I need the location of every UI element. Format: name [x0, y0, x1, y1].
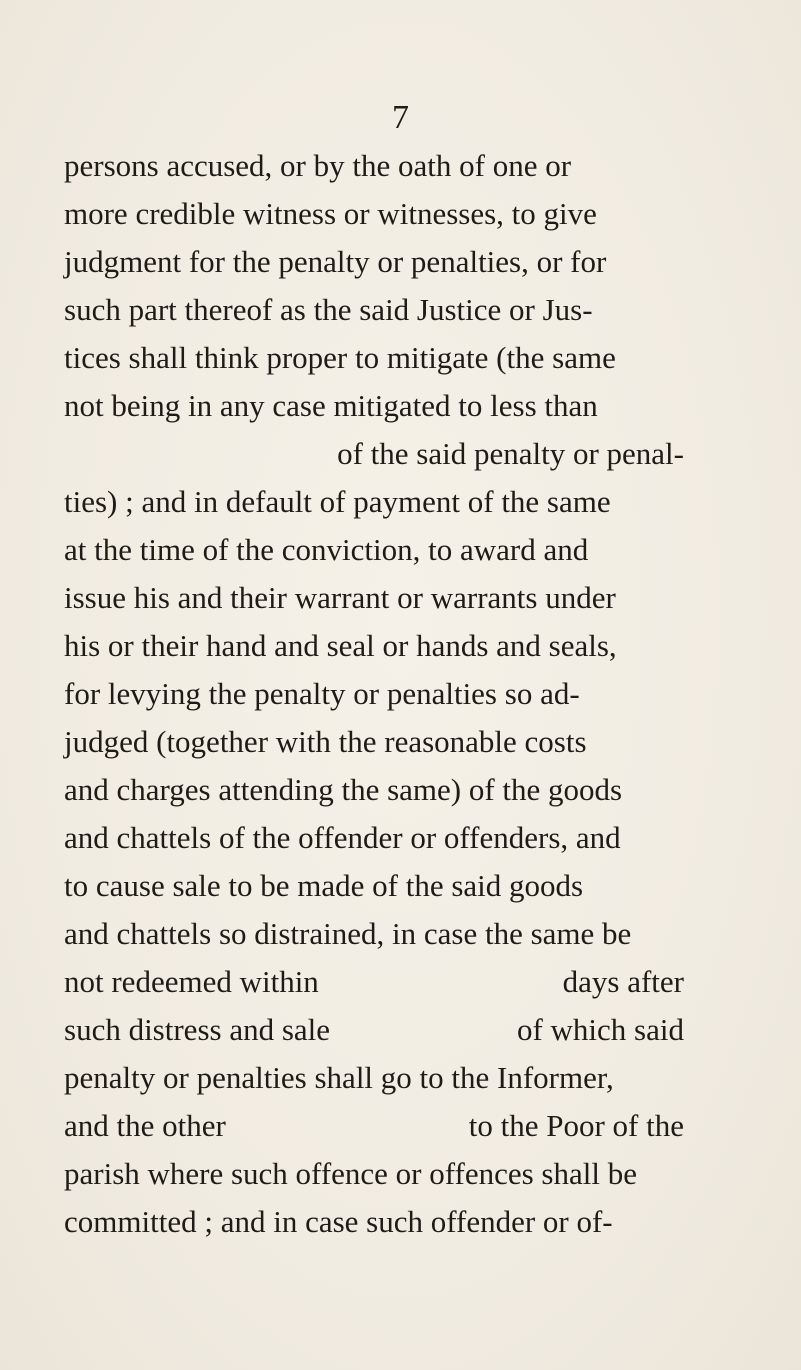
- text-segment: committed ; and in case such offender or of-: [64, 1204, 613, 1239]
- text-segment: for levying the penalty or penalties so ad-: [64, 676, 580, 711]
- text-line: [64, 670, 684, 718]
- text-segment: more credible witness or witnesses, to give: [64, 196, 597, 231]
- text-line: [64, 478, 684, 526]
- text-segment: ties) ; and in default of payment of the same: [64, 484, 611, 519]
- text-line: [64, 382, 684, 430]
- text-segment: tices shall think proper to mitigate (the same: [64, 340, 616, 375]
- text-line: [64, 766, 684, 814]
- text-segment: of the said penalty or penal-: [337, 436, 684, 471]
- text-segment: of which said: [516, 1012, 684, 1047]
- text-line: [64, 814, 684, 862]
- text-line: [64, 238, 684, 286]
- text-line: [64, 1054, 684, 1102]
- text-line: [64, 958, 684, 1006]
- text-line: [64, 1006, 684, 1054]
- text-segment: such distress and sale: [64, 1012, 331, 1047]
- text-line: [64, 1198, 684, 1246]
- text-segment: such part thereof as the said Justice or Jus-: [64, 292, 593, 327]
- text-segment: days after: [562, 964, 684, 999]
- text-line: [64, 142, 684, 190]
- text-segment: parish where such offence or offences shall be: [64, 1156, 637, 1191]
- text-segment: penalty or penalties shall go to the Informer,: [64, 1060, 614, 1095]
- text-line: [64, 622, 684, 670]
- text-line: [64, 334, 684, 382]
- text-segment: persons accused, or by the oath of one or: [64, 148, 572, 183]
- text-line: [64, 910, 684, 958]
- text-segment: judged (together with the reasonable costs: [64, 724, 587, 759]
- text-segment: and the other: [64, 1108, 226, 1143]
- text-segment: at the time of the conviction, to award and: [64, 532, 589, 567]
- text-segment: and chattels so distrained, in case the same be: [64, 916, 632, 951]
- text-line: [64, 1102, 684, 1150]
- text-line: [64, 862, 684, 910]
- page-number: 7: [392, 99, 409, 136]
- text-segment: to the Poor of the: [468, 1108, 684, 1143]
- text-segment: issue his and their warrant or warrants under: [64, 580, 616, 615]
- text-segment: not being in any case mitigated to less than: [64, 388, 598, 423]
- text-segment: and chattels of the offender or offenders, and: [64, 820, 621, 855]
- text-segment: judgment for the penalty or penalties, or for: [64, 244, 607, 279]
- text-segment: his or their hand and seal or hands and seals,: [64, 628, 617, 663]
- text-segment: not redeemed within: [64, 964, 319, 999]
- text-line: [64, 526, 684, 574]
- text-line: [64, 190, 684, 238]
- text-segment: and charges attending the same) of the goods: [64, 772, 623, 807]
- text-line: [64, 286, 684, 334]
- text-line: [64, 718, 684, 766]
- text-segment: to cause sale to be made of the said goods: [64, 868, 584, 903]
- text-line: [64, 1150, 684, 1198]
- text-line: [64, 430, 684, 478]
- text-line: [64, 574, 684, 622]
